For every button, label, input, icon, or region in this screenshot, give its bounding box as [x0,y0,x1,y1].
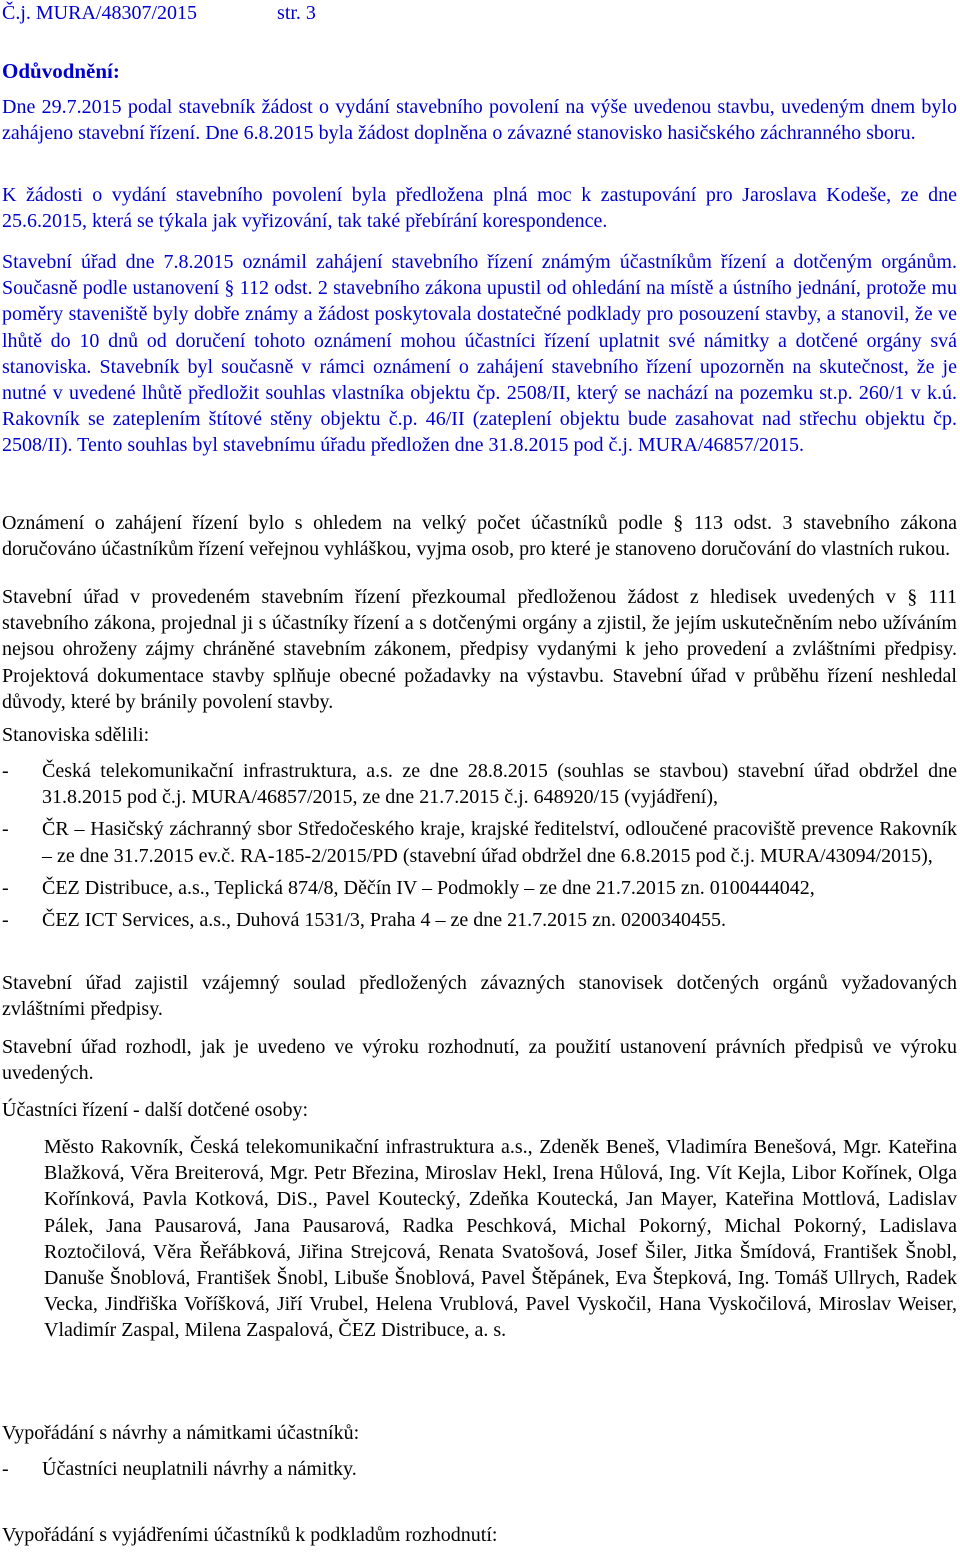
list-item: - ČR – Hasičský záchranný sbor Středočeského kraje, krajské ředitelství, odloučené pracoviště prevence Rakovník – ze dne 31.7.2015 ev.č. RA-185-2/2015/PD (stavební úřad obdržel dne 6.8.2015 pod č.j. MURA/43094/2015), [2,818,957,867]
ucastnici-title: Účastníci řízení - další dotčené osoby: [2,1099,309,1121]
list-item: - Česká telekomunikační infrastruktura, a.s. ze dne 28.8.2015 (souhlas se stavbou) stavební úřad obdržel dne 31.8.2015 pod č.j. MURA/46857/2015, ze dne 21.7.2015 č.j. 648920/15 (vyjádření), [2,760,957,809]
page-header [2,2,316,25]
stanoviska-list [2,758,957,933]
paragraph-public-notice: Oznámení o zahájení řízení bylo s ohledem na velký počet účastníků podle § 113 odst. 3 stavebního zákona doručováno účastníkům řízení veřejnou vyhláškou, vyjma osob, pro které je stanoveno doručování do vlastních rukou. [2,512,957,561]
namitky-title: Vypořádání s návrhy a námitkami účastníků: [2,1422,360,1444]
list-item: - Účastníci neuplatnili návrhy a námitky. [2,1458,357,1480]
section-heading: Odůvodnění: [2,59,120,83]
list-item: - ČEZ Distribuce, a.s., Teplická 874/8, Děčín IV – Podmokly – ze dne 21.7.2015 zn. 0100444042, [2,876,815,899]
namitky-list [2,1456,957,1482]
ucastnici-list: Město Rakovník, Česká telekomunikační infrastruktura a.s., Zdeněk Beneš, Vladimíra Benešová, Mgr. Kateřina Blažková, Věra Breiterová, Mgr. Petr Březina, Miroslav Hekl, Irena Hůlová, Ing. Vít Kejla, Libor Kořínek, Olga Kořínková, Pavla Kotková, DiS., Pavel Koutecký, Zdeňka Koutecká, Jan Mayer, Kateřina Mottlová, Ladislav Pálek, Jana Pausarová, Jana Pausarová, Radka Peschková, Michal Pokorný, Michal Pokorný, Ladislava Roztočilová, Věra Řeřábková, Jiřina Strejcová, Renata Svatošová, Josef Šiler, Jitka Šmídová, František Šnobl, Danuše Šnoblová, František Šnobl, Libuše Šnoblová, Pavel Štěpánek, Eva Štepková, Ing. Tomáš Ullrych, Radek Vecka, Jindřiška Voříšková, Jiří Vrubel, Helena Vrublová, Pavel Vyskočil, Hana Vyskočilová, Miroslav Weiser, Vladimír Zaspal, Milena Zaspalová, ČEZ Distribuce, a. s. [44,1136,957,1342]
paragraph-power-of-attorney: K žádosti o vydání stavebního povolení byla předložena plná moc k zastupování pro Jaroslava Kodeše, ze dne 25.6.2015, která se týkala jak vyřizování, tak také přebírání korespondence. [2,184,957,233]
paragraph-review: Stavební úřad v provedeném stavebním řízení přezkoumal předloženou žádost z hledisek uvedených v § 111 stavebního zákona, projednal ji s účastníky řízení a s dotčenými orgány a zjistil, že jejím uskutečněním nebo užíváním nejsou ohroženy zájmy chráněné stavebním zákonem, předpisy vydanými k jeho provedení a zvláštními předpisy. Projektová dokumentace stavby splňuje obecné požadavky na výstavbu. Stavební úřad v průběhu řízení neshledal důvody, které by bránily povolení stavby. [2,586,957,713]
paragraph-submission: Dne 29.7.2015 podal stavebník žádost o vydání stavebního povolení na výše uvedenou stavbu, uvedeným dnem bylo zahájeno stavební řízení. Dne 6.8.2015 byla žádost doplněna o závazné stanovisko hasičského záchranného sboru. [2,96,957,145]
paragraph-decision: Stavební úřad rozhodl, jak je uvedeno ve výroku rozhodnutí, za použití ustanovení právních předpisů ve výroku uvedených. [2,1036,957,1085]
list-item: - ČEZ ICT Services, a.s., Duhová 1531/3, Praha 4 – ze dne 21.7.2015 zn. 0200340455. [2,909,726,932]
reference-number: Č.j. MURA/48307/2015 [2,2,198,24]
page-number: str. 3 [277,2,316,24]
paragraph-notification: Stavební úřad dne 7.8.2015 oznámil zahájení stavebního řízení známým účastníkům řízení a dotčeným orgánům. Současně podle ustanovení § 112 odst. 2 stavebního zákona upustil od ohledání na místě a ústního jednání, protože mu poměry staveniště byly dobře známy a žádost poskytovala dostatečné podklady pro posouzení stavby, a stanovil, že ve lhůtě do 10 dnů od doručení tohoto oznámení mohou účastníci řízení uplatnit své námitky a dotčené orgány svá stanoviska. Stavebník byl současně v rámci oznámení o zahájení stavebního řízení upozorněn na skutečnost, že je nutné v uvedené lhůtě předložit souhlas vlastníka objektu čp. 2508/II, který se nachází na pozemku st.p. 260/1 v k.ú. Rakovník se zateplením štítové stěny objektu č.p. 46/II (zateplení objektu bude zasahovat nad střechu objektu čp. 2508/II). Tento souhlas byl stavebnímu úřadu předložen dne 31.8.2015 pod č.j. MURA/46857/2015. [2,251,957,457]
paragraph-harmony: Stavební úřad zajistil vzájemný soulad předložených závazných stanovisek dotčených orgánů vyžadovaných zvláštními předpisy. [2,972,957,1021]
vyjadreni-title: Vypořádání s vyjádřeními účastníků k podkladům rozhodnutí: [2,1524,498,1546]
stanoviska-title: Stanoviska sdělili: [2,724,150,746]
